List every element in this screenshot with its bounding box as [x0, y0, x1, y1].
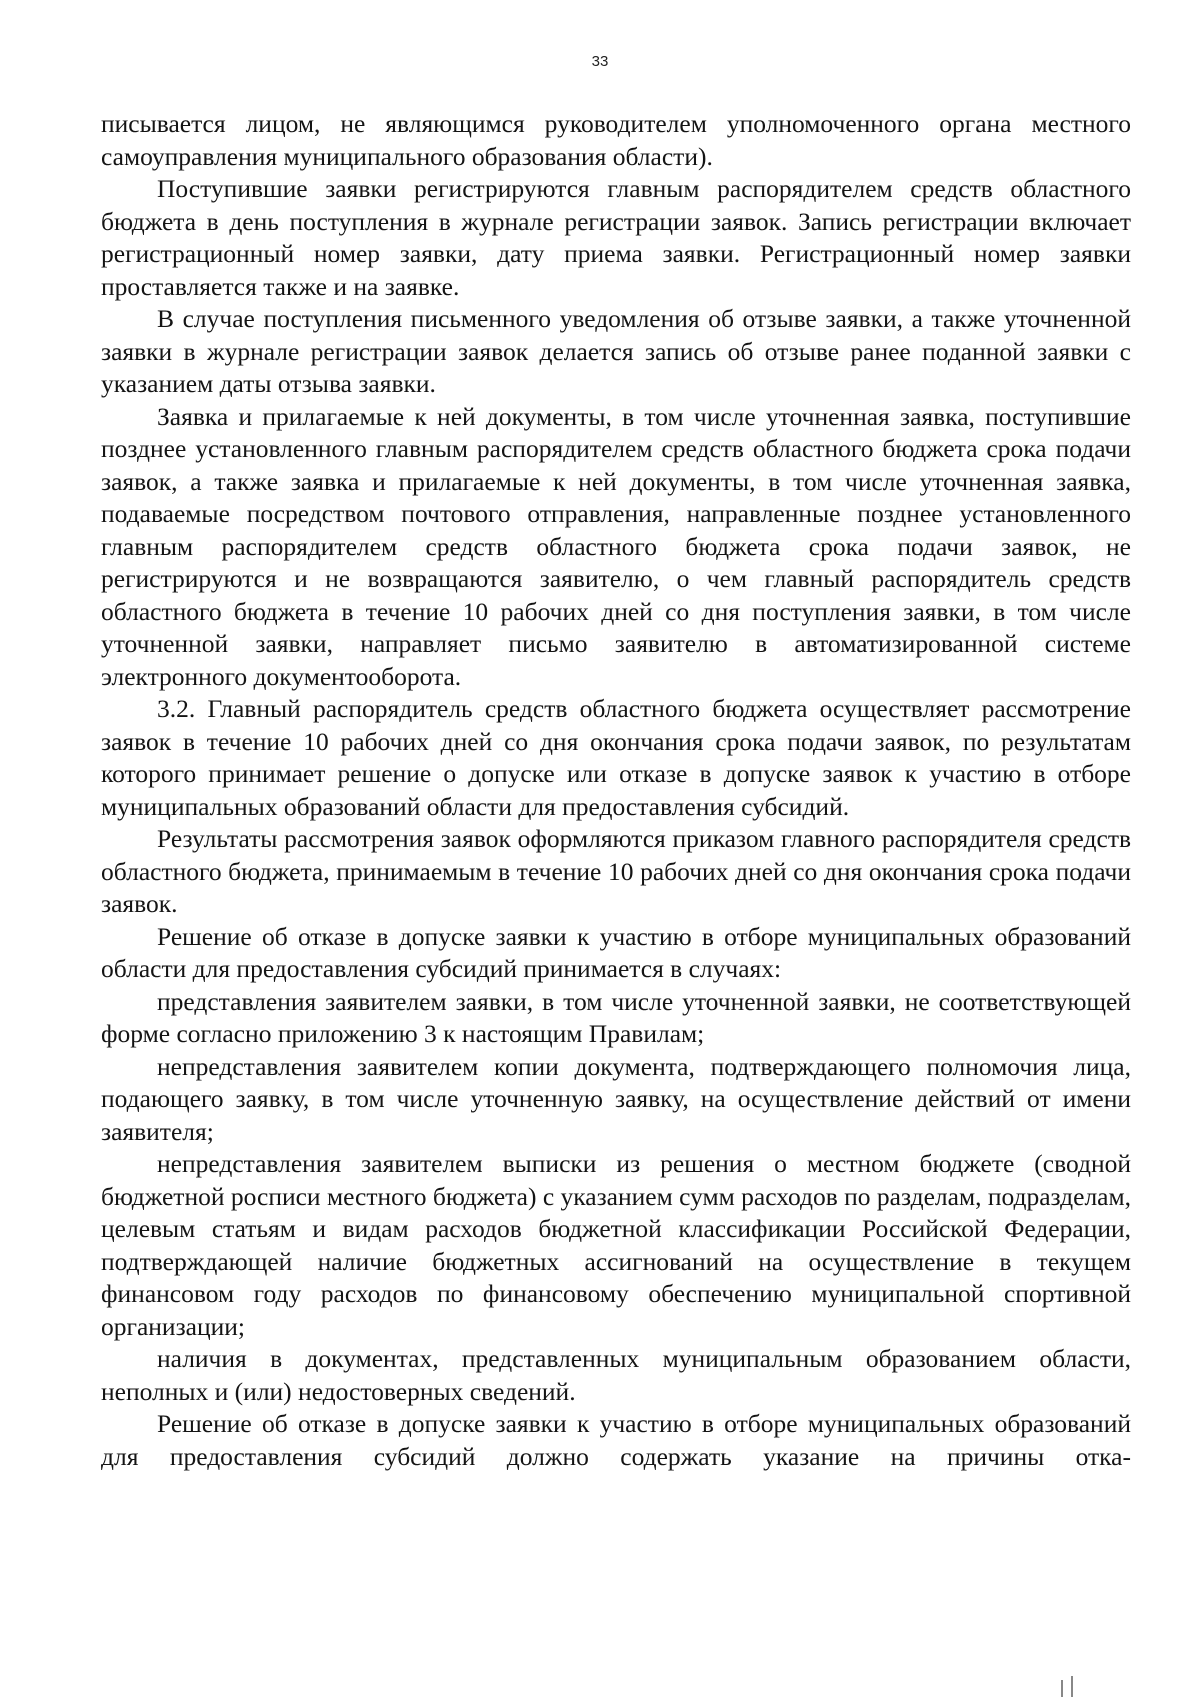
paragraph-8: представления заявителем заявки, в том числе уточненной заявки, не соответствующей форме согласно приложению 3 к настоящим Правилам;: [101, 986, 1131, 1048]
paragraph-2: Поступившие заявки регистрируются главным распорядителем средств областного бюджета в день поступления в журнале регистрации заявок. Запись регистрации включает регистрационный номер заявки, дату приема заявки. Регистрационный номер заявки проставляется также и на заявке.: [101, 174, 1131, 301]
paragraph-9: непредставления заявителем копии документа, подтверждающего полномочия лица, подающего заявку, в том числе уточненную заявку, на осуществление действий от имени заявителя;: [101, 1051, 1131, 1146]
page-number: 33: [591, 53, 609, 70]
paragraph-1: писывается лицом, не являющимся руководителем уполномоченного органа местного самоуправления муниципального образования области).: [101, 109, 1131, 171]
scan-edge-mark: [1071, 1676, 1073, 1697]
paragraph-5: 3.2. Главный распорядитель средств областного бюджета осуществляет рассмотрение заявок в течение 10 рабочих дней со дня окончания срока подачи заявок, по результатам которого принимает решение о допуске или отказе в допуске заявок к участию в отборе муниципальных образований области для предоставления субсидий.: [101, 694, 1131, 821]
paragraph-3: В случае поступления письменного уведомления об отзыве заявки, а также уточненной заявки в журнале регистрации заявок делается запись об отзыве ранее поданной заявки с указанием даты отзыва заявки.: [101, 304, 1131, 398]
paragraph-6: Результаты рассмотрения заявок оформляются приказом главного распорядителя средств областного бюджета, принимаемым в течение 10 рабочих дней со дня окончания срока подачи заявок.: [101, 824, 1131, 918]
paragraph-11: наличия в документах, представленных муниципальным образованием области, неполных и (или) недостоверных сведений.: [101, 1344, 1131, 1406]
paragraph-4: Заявка и прилагаемые к ней документы, в том числе уточненная заявка, поступившие позднее установленного главным распорядителем средств областного бюджета срока подачи заявок, а также заявка и прилагаемые к ней документы, в том числе уточненная заявка, подаваемые посредством почтового отправления, направленные позднее установленного главным распорядителем средств областного бюджета срока подачи заявок, не регистрируются и не возвращаются заявителю, о чем главный распорядитель средств областного бюджета в течение 10 рабочих дней со дня поступления заявки, в том числе уточненной заявки, направляет письмо заявителю в автоматизированной системе электронного документооборота.: [101, 401, 1131, 691]
scan-edge-mark: [1061, 1680, 1063, 1697]
paragraph-7: Решение об отказе в допуске заявки к участию в отборе муниципальных образований области для предоставления субсидий принимается в случаях:: [101, 921, 1131, 983]
paragraph-12: Решение об отказе в допуске заявки к участию в отборе муниципальных образований для предоставления субсидий должно содержать указание на причины отка-: [101, 1409, 1131, 1471]
paragraph-10: непредставления заявителем выписки из решения о местном бюджете (сводной бюджетной росписи местного бюджета) с указанием сумм расходов по разделам, подразделам, целевым статьям и видам расходов бюджетной классификации Российской Федерации, подтверждающей наличие бюджетных ассигнований на осуществление в текущем финансовом году расходов по финансовому обеспечению муниципальной спортивной организации;: [101, 1149, 1131, 1341]
document-body: [101, 108, 1131, 1473]
